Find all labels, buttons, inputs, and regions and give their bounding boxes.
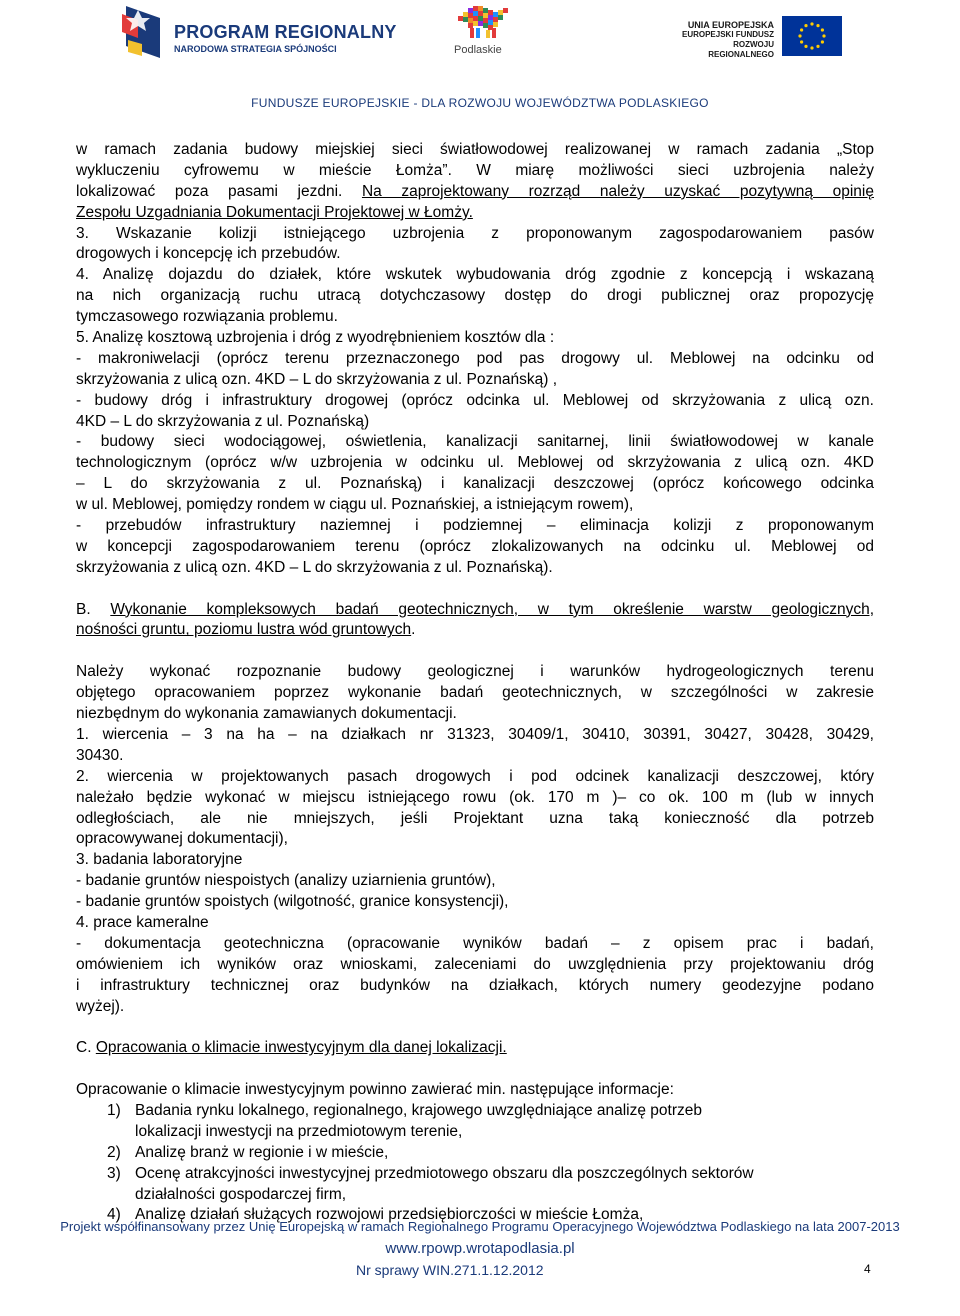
text-line: omówieniem ich wyników oraz wnioskami, zaleceniami do uwzględnienia przy projektowaniu dróg bbox=[76, 955, 874, 973]
text-line: należało będzie wykonać w miejscu istniejącego rowu (ok. 170 m )– co ok. 100 m (lub w innych bbox=[76, 788, 874, 806]
eu-line-2: EUROPEJSKI FUNDUSZ bbox=[681, 30, 774, 39]
text-line: drogowych i koncepcję ich przebudów. bbox=[76, 245, 341, 263]
text-line bbox=[76, 203, 874, 224]
section-title: nośności gruntu, poziomu lustra wód gruntowych bbox=[76, 621, 412, 639]
list-item bbox=[76, 1143, 874, 1164]
text-line: - dokumentacja geotechniczna (opracowanie wyników badań – z opisem prac i badań, bbox=[76, 934, 874, 952]
list-item-continuation: lokalizacji inwestycji na przedmiotowym terenie, bbox=[135, 1122, 463, 1140]
text-line: w ul. Meblowej, pomiędzy rondem w ciągu ul. Poznańskiej, a istniejącym rowem), bbox=[76, 496, 634, 514]
blank-line bbox=[76, 1017, 874, 1038]
list-text: Ocenę atrakcyjności inwestycyjnej przedmiotowego obszaru dla poszczególnych sektorów bbox=[135, 1164, 754, 1182]
blank-line bbox=[76, 579, 874, 600]
section-letter: B. bbox=[76, 600, 111, 618]
text-line: 4KD – L do skrzyżowania z ul. Poznańską) bbox=[76, 412, 370, 430]
text-line: Należy wykonać rozpoznanie budowy geologicznej i warunków hydrogeologicznych terenu bbox=[76, 663, 874, 681]
text-line: 4. Analizę dojazdu do działek, które wskutek wybudowania dróg zgodnie z koncepcją i wskazaną bbox=[76, 266, 874, 284]
podlaskie-logo bbox=[446, 2, 526, 64]
text-line: - badanie gruntów niespoistych (analizy uziarnienia gruntów), bbox=[76, 872, 496, 890]
text-line: 3. badania laboratoryjne bbox=[76, 851, 243, 869]
list-item bbox=[76, 1164, 874, 1185]
section-letter: C. bbox=[76, 1039, 96, 1057]
list-text: Analizę branż w regionie i w mieście, bbox=[135, 1143, 389, 1161]
blank-line bbox=[76, 1059, 874, 1080]
text-line: na nich organizacją ruchu utracą dotychczasowy dostęp do drogi publicznej oraz propozycję bbox=[76, 287, 874, 305]
text-line: tymczasowego rozwiązania problemu. bbox=[76, 308, 338, 326]
eu-flag-icon bbox=[782, 16, 842, 56]
text-line: - makroniwelacji (oprócz terenu przeznaczonego pod pas drogowy ul. Meblowej na odcinku od bbox=[76, 349, 874, 367]
eu-logo bbox=[654, 8, 854, 64]
underlined-text: Zespołu Uzgadniania Dokumentacji Projektowej w Łomży. bbox=[76, 203, 473, 221]
eu-text bbox=[670, 20, 774, 60]
text-line: 30430. bbox=[76, 746, 124, 764]
section-title: Wykonanie kompleksowych badań geotechnicznych, w tym określenie warstw geologicznych, bbox=[110, 600, 874, 618]
list-text: Analizę działań służących rozwojowi przedsiębiorczości w mieście Łomża, bbox=[135, 1206, 644, 1224]
section-heading-c bbox=[76, 1038, 874, 1059]
text-line: wyżej). bbox=[76, 997, 125, 1015]
text-line: technologicznym (oprócz w/w uzbrojenia w odcinku ul. Meblowej od skrzyżowania z ulicą ozn. 4KD bbox=[76, 454, 874, 472]
list-number: 2) bbox=[107, 1143, 121, 1161]
blank-line bbox=[76, 641, 874, 662]
podlaskie-label: Podlaskie bbox=[454, 44, 502, 56]
text-line: 1. wiercenia – 3 na ha – na działkach nr 31323, 30409/1, 30410, 30391, 30427, 30428, 30429, bbox=[76, 725, 874, 743]
text-line: - przebudów infrastruktury naziemnej i podziemnej – eliminacja kolizji z proponowanym bbox=[76, 517, 874, 535]
text-line: i infrastruktury technicznej oraz budynków na działkach, których numery geodezyjne podano bbox=[76, 976, 874, 994]
page-number: 4 bbox=[864, 1262, 871, 1276]
list-item-continuation: działalności gospodarczej firm, bbox=[135, 1185, 347, 1203]
text-line: wykluczeniu cyfrowemu w mieście Łomża”. W miarę możliwości sieci uzbrojenia należy bbox=[76, 161, 874, 179]
text-segment: lokalizować poza pasami jezdni. bbox=[76, 182, 362, 200]
text-line: 5. Analizę kosztową uzbrojenia i dróg z wyodrębnieniem kosztów dla : bbox=[76, 329, 555, 347]
footer-case-number: Nr sprawy WIN.271.1.12.2012 bbox=[356, 1262, 544, 1278]
text-line: - budowy dróg i infrastruktury drogowej (oprócz odcinka ul. Meblowej od skrzyżowania z ulicą ozn. bbox=[76, 391, 874, 409]
text-line: odległościach, ale nie mniejszych, jeśli Projektant uzna taką konieczność dla potrzeb bbox=[76, 809, 874, 827]
text-segment: . bbox=[411, 621, 416, 639]
program-flag-icon bbox=[120, 4, 164, 60]
section-title: Opracowania o klimacie inwestycyjnym dla danej lokalizacji. bbox=[95, 1039, 507, 1057]
text-line: 4. prace kameralne bbox=[76, 913, 209, 931]
text-line: Opracowanie o klimacie inwestycyjnym powinno zawierać min. następujące informacje: bbox=[76, 1081, 674, 1099]
text-line: opracowywanej dokumentacji), bbox=[76, 830, 288, 848]
text-line: 2. wiercenia w projektowanych pasach drogowych i pod odcinek kanalizacji deszczowej, który bbox=[76, 767, 874, 785]
footer-url[interactable]: www.rpowp.wrotapodlasia.pl bbox=[385, 1240, 575, 1257]
eu-line-3: ROZWOJU REGIONALNEGO bbox=[708, 40, 774, 59]
bison-icon bbox=[452, 2, 522, 42]
document-body bbox=[76, 140, 874, 1226]
text-line: – L do skrzyżowania z ul. Poznańską) i kanalizacji deszczowej (oprócz końcowego odcinka bbox=[76, 475, 874, 493]
program-regionalny-logo bbox=[120, 4, 397, 60]
list-number: 4) bbox=[107, 1206, 121, 1224]
program-subtitle: NARODOWA STRATEGIA SPÓJNOŚCI bbox=[174, 44, 337, 54]
list-text: Badania rynku lokalnego, regionalnego, krajowego uwzględniające analizę potrzeb bbox=[135, 1101, 702, 1119]
underlined-text: Na zaprojektowany rozrząd należy uzyskać pozytywną opinię bbox=[361, 182, 874, 200]
program-title: PROGRAM REGIONALNY bbox=[174, 22, 397, 42]
section-heading-b bbox=[76, 600, 874, 621]
page-header bbox=[0, 0, 960, 120]
text-line: objętego opracowaniem poprzez wykonanie badań geotechnicznych, w szczególności w zakresie bbox=[76, 684, 874, 702]
list-number: 3) bbox=[107, 1164, 121, 1182]
text-line: w ramach zadania budowy miejskiej sieci światłowodowej realizowanej w ramach zadania „Stop bbox=[76, 141, 874, 158]
eu-line-1: UNIA EUROPEJSKA bbox=[687, 20, 774, 30]
list-number: 1) bbox=[107, 1101, 121, 1119]
text-line bbox=[76, 182, 874, 203]
funds-slogan: FUNDUSZE EUROPEJSKIE - DLA ROZWOJU WOJEWÓDZTWA PODLASKIEGO bbox=[251, 96, 709, 110]
text-line: - badanie gruntów spoistych (wilgotność, granice konsystencji), bbox=[76, 893, 509, 911]
text-line: niezbędnym do wykonania zamawianych dokumentacji. bbox=[76, 705, 457, 723]
text-line: skrzyżowania z ulicą ozn. 4KD – L do skrzyżowania z ul. Poznańską) , bbox=[76, 370, 557, 388]
text-line: w koncepcji zagospodarowaniem terenu (oprócz zlokalizowanych na odcinku ul. Meblowej od bbox=[76, 537, 874, 555]
text-line: skrzyżowania z ulicą ozn. 4KD – L do skrzyżowania z ul. Poznańską). bbox=[76, 558, 553, 576]
text-line: - budowy sieci wodociągowej, oświetlenia, kanalizacji sanitarnej, linii światłowodowej w kanale bbox=[76, 433, 874, 451]
section-heading-b-cont bbox=[76, 620, 874, 641]
footer-project-note: Projekt współfinansowany przez Unię Europejską w ramach Regionalnego Programu Operacyjnego Województwa Podlaskiego na lata 2007-2013 bbox=[60, 1219, 900, 1234]
text-line: 3. Wskazanie kolizji istniejącego uzbrojenia z proponowanym zagospodarowaniem pasów bbox=[76, 224, 874, 242]
list-item bbox=[76, 1101, 874, 1122]
